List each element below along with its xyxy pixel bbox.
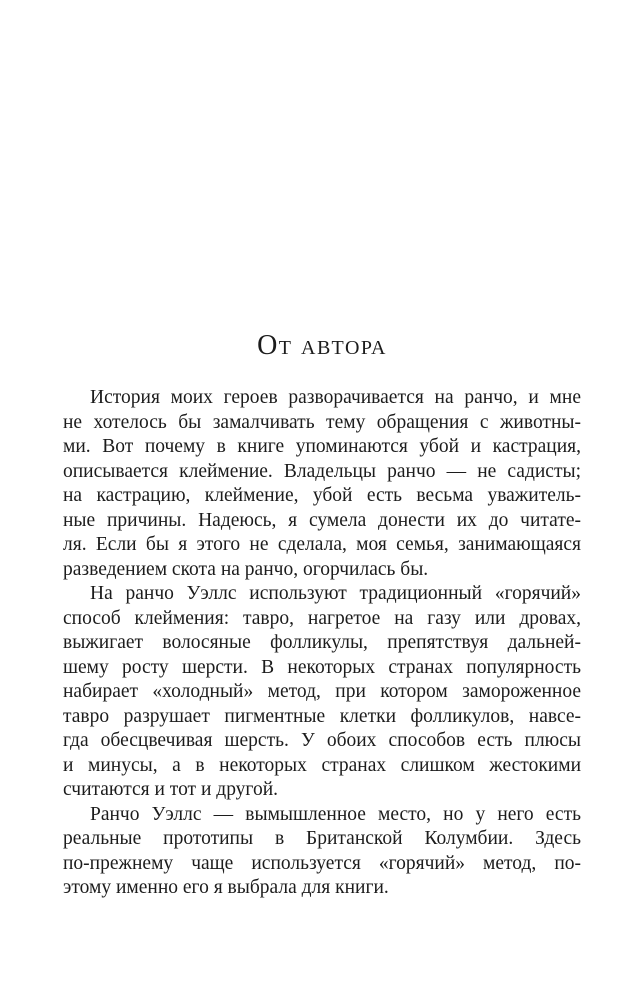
text-line: считаются и тот и другой. (63, 779, 279, 800)
text-line: этому именно его я выбрала для книги. (63, 877, 389, 898)
text-line: ные причины. Надеюсь, я сумела донести их до читате- (63, 509, 581, 531)
paragraph (63, 582, 581, 803)
text-line: Ранчо Уэллс — вымышленное место, но у него есть (90, 803, 581, 825)
text-line: и минусы, а в некоторых странах слишком жестокими (63, 754, 581, 776)
text-line: ля. Если бы я этого не сделала, моя семья, занимающаяся (63, 534, 581, 555)
text-line: описывается клеймение. Владельцы ранчо — не садисты; (63, 460, 581, 482)
paragraph (63, 803, 581, 901)
text-line: на кастрацию, клеймение, убой есть весьма уважитель- (63, 485, 581, 506)
text-line: набирает «холодный» метод, при котором замороженное (63, 681, 581, 702)
text-line: разведением скота на ранчо, огорчилась бы. (63, 558, 429, 580)
paragraph (63, 386, 581, 582)
text-line: гда обесцвечивая шерсть. У обоих способов есть плюсы (63, 730, 581, 751)
text-line: не хотелось бы замалчивать тему обращения с животны- (63, 411, 581, 433)
text-line: реальные прототипы в Британской Колумбии. Здесь (63, 828, 581, 849)
text-line: История моих героев разворачивается на ранчо, и мне (90, 387, 581, 408)
text-line: по-прежнему чаще используется «горячий» метод, по- (63, 852, 581, 874)
text-line: ми. Вот почему в книге упоминаются убой и кастрация, (63, 436, 581, 457)
text-line: шему росту шерсти. В некоторых странах популярность (63, 656, 581, 678)
text-line: способ клеймения: тавро, нагретое на газу или дровах, (63, 607, 581, 629)
text-line: тавро разрушает пигментные клетки фолликулов, навсе- (63, 705, 581, 727)
chapter-title: От автора (257, 330, 387, 361)
body-text (63, 386, 581, 901)
text-line: выжигает волосяные фолликулы, препятствуя дальней- (63, 632, 581, 653)
text-line: На ранчо Уэллс используют традиционный «горячий» (90, 583, 581, 604)
